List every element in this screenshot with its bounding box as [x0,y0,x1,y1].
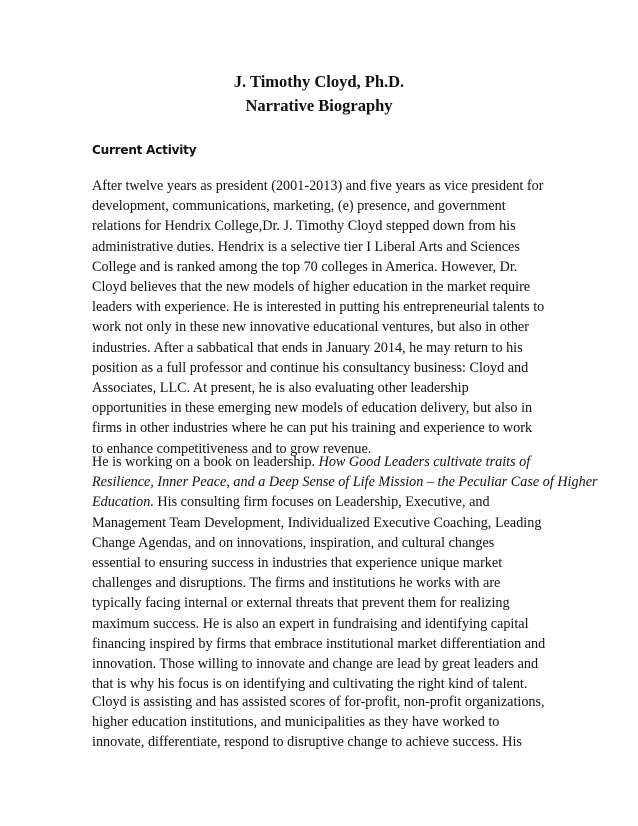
document-title: J. Timothy Cloyd, Ph.D. [233,72,405,91]
document-subtitle: Narrative Biography [245,96,393,115]
paragraph-line: relations for Hendrix College,Dr. J. Timothy Cloyd stepped down from his [92,218,516,235]
paragraph-line: position as a full professor and continue his consultancy business: Cloyd and [92,359,529,376]
paragraph-line: innovate, differentiate, respond to disruptive change to achieve success. His [92,734,522,751]
section-heading-current-activity: Current Activity [92,143,197,157]
book-title-italic: Education. [92,494,154,511]
paragraph-line: work not only in these new innovative educational ventures, but also in other [92,319,529,336]
paragraph-line: financing inspired by firms that embrace institutional market differentiation and [92,635,546,652]
paragraph-line: opportunities in these emerging new models of education delivery, but also in [92,400,533,417]
paragraph-1 [92,176,562,459]
paragraph-line [92,472,598,492]
paragraph-line [92,452,562,472]
paragraph-text: His consulting firm focuses on Leadership, Executive, and [153,494,490,511]
paragraph-line: industries. After a sabbatical that ends in January 2014, he may return to his [92,339,523,356]
paragraph-line: Cloyd believes that the new models of higher education in the market require [92,279,531,296]
paragraph-line [92,492,562,512]
paragraph-line: to enhance competitiveness and to grow revenue. [92,440,372,457]
paragraph-line: Cloyd is assisting and has assisted scores of for-profit, non-profit organizations, [92,694,545,710]
paragraph-line: Change Agendas, and on innovations, inspiration, and cultural changes [92,534,495,551]
book-title-italic: How Good Leaders cultivate traits of [318,454,531,470]
paragraph-line: Associates, LLC. At present, he is also evaluating other leadership [92,380,469,397]
paragraph-line: essential to ensuring success in industries that experience unique market [92,555,503,572]
paragraph-line: development, communications, marketing, (e) presence, and government [92,198,506,215]
paragraph-line: typically facing internal or external threats that prevent them for realizing [92,595,510,612]
paragraph-line: maximum success. He is also an expert in fundraising and identifying capital [92,615,529,632]
paragraph-line: administrative duties. Hendrix is a selective tier I Liberal Arts and Sciences [92,238,520,255]
paragraph-line: firms in other industries where he can put his training and experience to work [92,420,533,437]
paragraph-3 [92,692,562,753]
paragraph-line: higher education institutions, and municipalities as they have worked to [92,714,500,731]
paragraph-text: He is working on a book on leadership. [92,454,319,470]
paragraph-line: innovation. Those willing to innovate and change are lead by great leaders and [92,656,539,673]
paragraph-line: Management Team Development, Individualized Executive Coaching, Leading [92,514,542,531]
title-block [0,70,638,118]
paragraph-line: After twelve years as president (2001-2013) and five years as vice president for [92,178,544,194]
paragraph-2 [92,452,598,694]
paragraph-line: challenges and disruptions. The firms and institutions he works with are [92,575,501,592]
paragraph-line: leaders with experience. He is interested in putting his entrepreneurial talents to [92,299,545,316]
paragraph-line: that is why his focus is on identifying and cultivating the right kind of talent. [92,676,528,693]
paragraph-line: College and is ranked among the top 70 colleges in America. However, Dr. [92,258,518,275]
book-title-italic: Resilience, Inner Peace, and a Deep Sense of Life Mission – the Peculiar Case of Higher [92,474,598,491]
